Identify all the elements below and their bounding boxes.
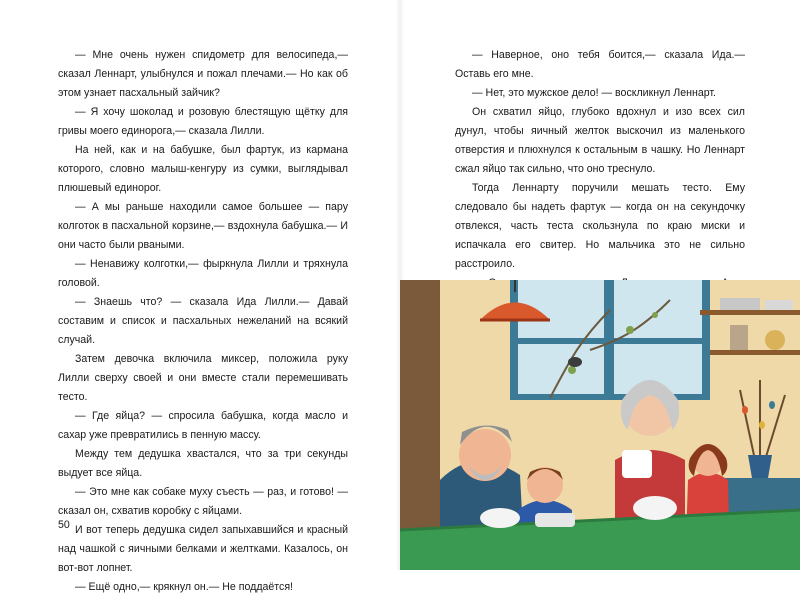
bowl xyxy=(480,508,520,528)
paragraph: — А мы раньше находили самое большее — пару колготок в пасхальной корзине,— вздохнула бабушка.— И они часто были рваными. xyxy=(58,201,348,251)
paragraph: — Это мне как собаке муху съесть — раз, и готово! — сказал он, схватив коробку с яйцами. xyxy=(58,486,348,517)
paragraph: — Где яйца? — спросила бабушка, когда масло и сахар уже превратились в пенную массу. xyxy=(58,410,348,441)
paragraph: — Ещё одно,— крякнул он.— Не поддаётся! xyxy=(75,581,293,593)
paragraph: — Нет, это мужское дело! — воскликнул Леннарт. xyxy=(472,87,716,99)
right-page-text xyxy=(455,46,745,312)
kitchen-illustration xyxy=(400,280,800,570)
paragraph: Он схватил яйцо, глубоко вдохнул и изо всех сил дунул, чтобы яичный желток выскочил из маленького отверстия и плюхнулся к остальным в чашку. Но Леннарт сжал яйцо так сильно, что оно треснуло. xyxy=(455,106,745,175)
illustration-scene xyxy=(400,280,800,570)
paragraph: — Ненавижу колготки,— фыркнула Лилли и тряхнула головой. xyxy=(58,258,348,289)
paragraph: На ней, как и на бабушке, был фартук, из кармана которого, словно малыш-кенгуру из сумки, выглядывал плюшевый единорог. xyxy=(58,144,348,194)
bird xyxy=(568,357,582,367)
paragraph: — Знаешь что? — сказала Ида Лилли.— Давай составим и список и пасхальных нежеланий на всякий случай. xyxy=(58,296,348,346)
mixing-bowl xyxy=(633,496,677,520)
paragraph: И вот теперь дедушка сидел запыхавшийся и красный над чашкой с яичными белками и желтками. Казалось, он вот-вот лопнет. xyxy=(58,524,348,574)
window xyxy=(510,280,710,400)
egg-carton xyxy=(535,513,575,527)
mixer xyxy=(622,450,652,478)
paragraph: — Наверное, оно тебя боится,— сказала Ида.— Оставь его мне. xyxy=(455,49,745,80)
paragraph: Тогда Леннарту поручили мешать тесто. Ему следовало бы надеть фартук — когда он на секундочку отвлекся, часть теста скользнула по краю миски и испачкала его свитер. Но мальчика это не сильно расстроило. xyxy=(455,182,745,270)
paragraph: — Я хочу шоколад и розовую блестящую щётку для гривы моего единорога,— сказала Лилли. xyxy=(58,106,348,137)
paragraph: Между тем дедушка хвастался, что за три секунды выдует все яйца. xyxy=(58,448,348,479)
paragraph: — Мне очень нужен спидометр для велосипеда,— сказал Леннарт, улыбнулся и пожал плечами.— Но как об этом узнает пасхальный зайчик? xyxy=(58,49,348,99)
wall-shadow xyxy=(400,280,440,570)
left-page-text xyxy=(58,46,348,597)
paragraph: Затем девочка включила миксер, положила руку Лилли сверху своей и они вместе стали перемешивать тесто. xyxy=(58,353,348,403)
page-number: 50 xyxy=(58,519,70,531)
